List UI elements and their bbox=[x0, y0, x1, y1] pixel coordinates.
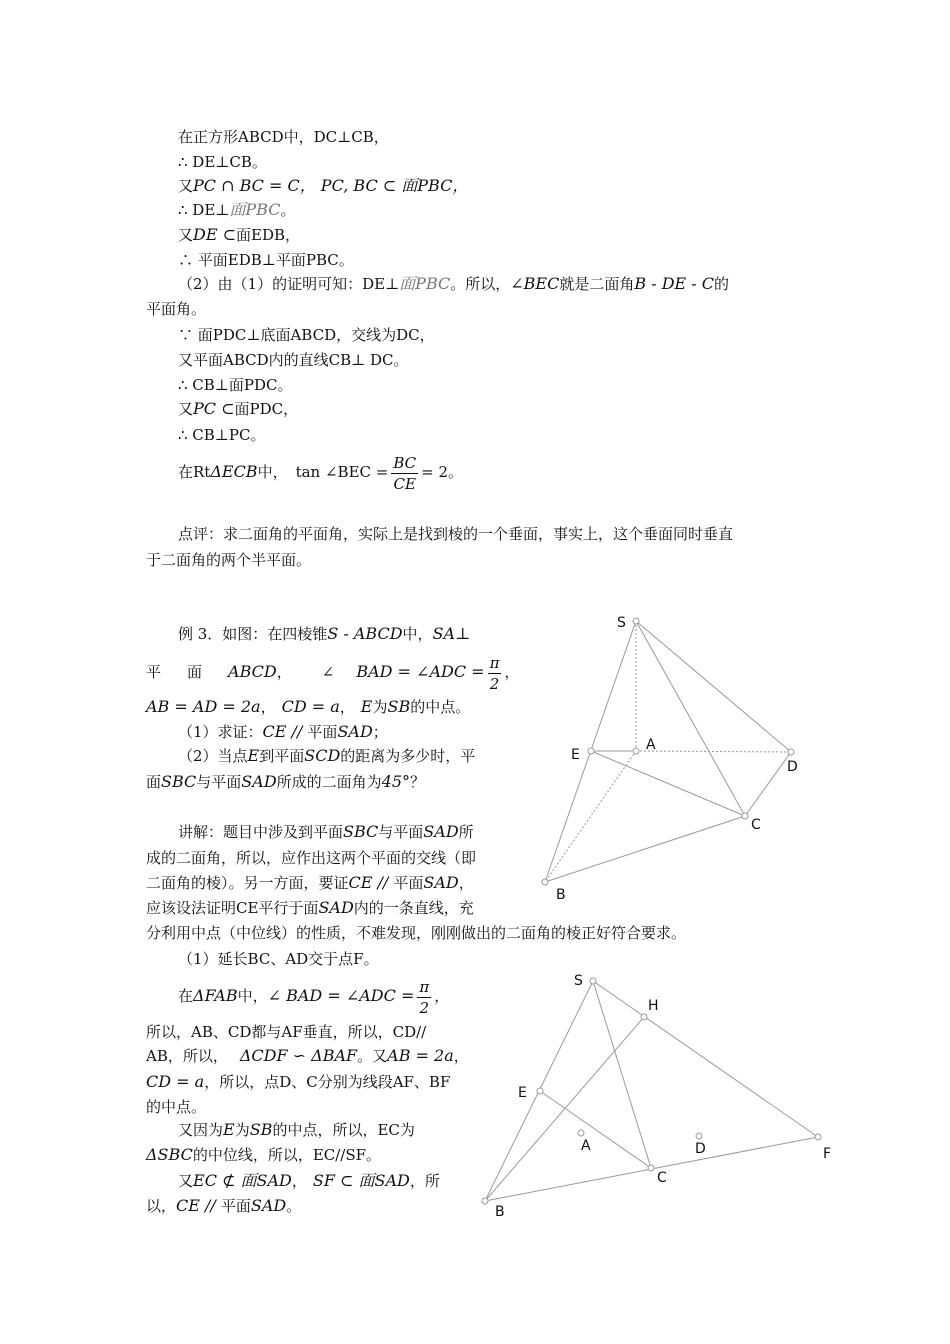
fig2-label-h: H bbox=[648, 998, 659, 1014]
proof-line-9: ∵ 面PDC⊥底面ABCD，交线为DC， bbox=[178, 326, 435, 344]
proof-line-3: 又PC ∩ BC = C， PC, BC ⊂ 面PBC， bbox=[178, 176, 469, 195]
example3-line-5: （2）当点E到平面SCD的距离为多少时，平 bbox=[178, 746, 476, 765]
example3-line-6: 面SBC与平面SAD所成的二面角为45°？ bbox=[146, 772, 426, 791]
proof-line-2: ∴ DE⊥CB。 bbox=[178, 153, 267, 171]
fig1-label-s: S bbox=[617, 615, 626, 631]
fig2-label-c: C bbox=[657, 1170, 667, 1186]
fig2-label-e: E bbox=[518, 1085, 527, 1101]
proof-line-13: ∴ CB⊥PC。 bbox=[178, 426, 266, 444]
fraction-bc-ce: $\frac{BC}{CE}$ bbox=[393, 453, 417, 493]
explain-line-9: AB，所以， ΔCDF ∽ ΔBAF。又AB = 2a， bbox=[146, 1046, 469, 1065]
comment-line-1: 点评：求二面角的平面角，实际上是找到棱的一个垂面，事实上，这个垂面同时垂直 bbox=[178, 525, 734, 543]
proof-line-5: 又DE ⊂面EDB， bbox=[178, 225, 301, 244]
proof-line-4: ∴ DE⊥面PBC。 bbox=[178, 200, 296, 219]
pyramid-figure-2 bbox=[475, 965, 840, 1225]
proof-line-8: 平面角。 bbox=[146, 300, 207, 318]
fig1-label-c: C bbox=[751, 817, 761, 833]
proof-line-6: ∴ 平面EDB⊥平面PBC。 bbox=[178, 251, 354, 269]
example3-line-4: （1）求证：CE // 平面SAD； bbox=[178, 722, 388, 741]
proof-line-11: ∴ CB⊥面PDC。 bbox=[178, 376, 293, 394]
fig2-label-a: A bbox=[581, 1138, 591, 1154]
proof-line-1: 在正方形ABCD中，DC⊥CB， bbox=[178, 128, 389, 146]
pyramid-figure-1 bbox=[530, 605, 810, 905]
fig2-label-b: B bbox=[495, 1204, 505, 1220]
fig1-label-a: A bbox=[646, 737, 656, 753]
explain-line-15: 以，CE // 平面SAD。 bbox=[146, 1196, 302, 1215]
example3-line-2: 平 面 ABCD， ∠ BAD = ∠ADC = $\frac{\pi}{2}$ ， bbox=[146, 653, 520, 693]
fig2-label-f: F bbox=[823, 1146, 832, 1162]
explain-line-11: 的中点。 bbox=[146, 1098, 207, 1116]
explain-line-6: （1）延长BC、AD交于点F。 bbox=[178, 950, 379, 968]
explain-line-10: CD = a，所以，点D、C分别为线段AF、BF bbox=[146, 1072, 451, 1091]
explain-line-12: 又因为E为SB的中点，所以，EC为 bbox=[178, 1120, 415, 1139]
explain-line-13: ΔSBC的中位线，所以，EC//SF。 bbox=[146, 1145, 382, 1164]
explain-line-14: 又EC ⊄ 面SAD， SF ⊂ 面SAD，所 bbox=[178, 1171, 440, 1190]
fig2-label-d: D bbox=[695, 1141, 706, 1157]
explain-line-7: 在ΔFAB中，∠ BAD = ∠ADC = $\frac{\pi}{2}$ ， bbox=[178, 977, 450, 1017]
proof-line-12: 又PC ⊂面PDC， bbox=[178, 399, 299, 418]
proof-line-14: 在RtΔECB中， tan ∠BEC = $\frac{BC}{CE}$ = 2。 bbox=[178, 453, 464, 493]
explain-line-4: 应该设法证明CE平行于面SAD内的一条直线，充 bbox=[146, 898, 474, 917]
fig1-label-e: E bbox=[571, 747, 580, 763]
explain-line-1: 讲解：题目中涉及到平面SBC与平面SAD所 bbox=[178, 822, 474, 841]
fig1-label-d: D bbox=[787, 759, 798, 775]
explain-line-2: 成的二面角，所以，应作出这两个平面的交线（即 bbox=[146, 849, 477, 867]
proof-line-10: 又平面ABCD内的直线CB⊥ DC。 bbox=[178, 351, 409, 369]
comment-line-2: 于二面角的两个半平面。 bbox=[146, 551, 312, 569]
explain-line-8: 所以，AB、CD都与AF垂直，所以，CD// bbox=[146, 1023, 427, 1041]
explain-line-5: 分利用中点（中位线）的性质，不难发现，刚刚做出的二面角的棱正好符合要求。 bbox=[146, 924, 687, 942]
fig1-label-b: B bbox=[556, 887, 566, 903]
example3-line-3: AB = AD = 2a， CD = a， E为SB的中点。 bbox=[146, 697, 471, 716]
example3-line-1: 例 3．如图：在四棱锥S - ABCD中，SA⊥ bbox=[178, 624, 471, 643]
proof-line-7: （2）由（1）的证明可知：DE⊥面PBC。所以，∠BEC就是二面角B - DE - C的 bbox=[178, 274, 730, 293]
fig2-label-s: S bbox=[574, 973, 583, 989]
explain-line-3: 二面角的棱）。另一方面，要证CE // 平面SAD， bbox=[146, 873, 474, 892]
